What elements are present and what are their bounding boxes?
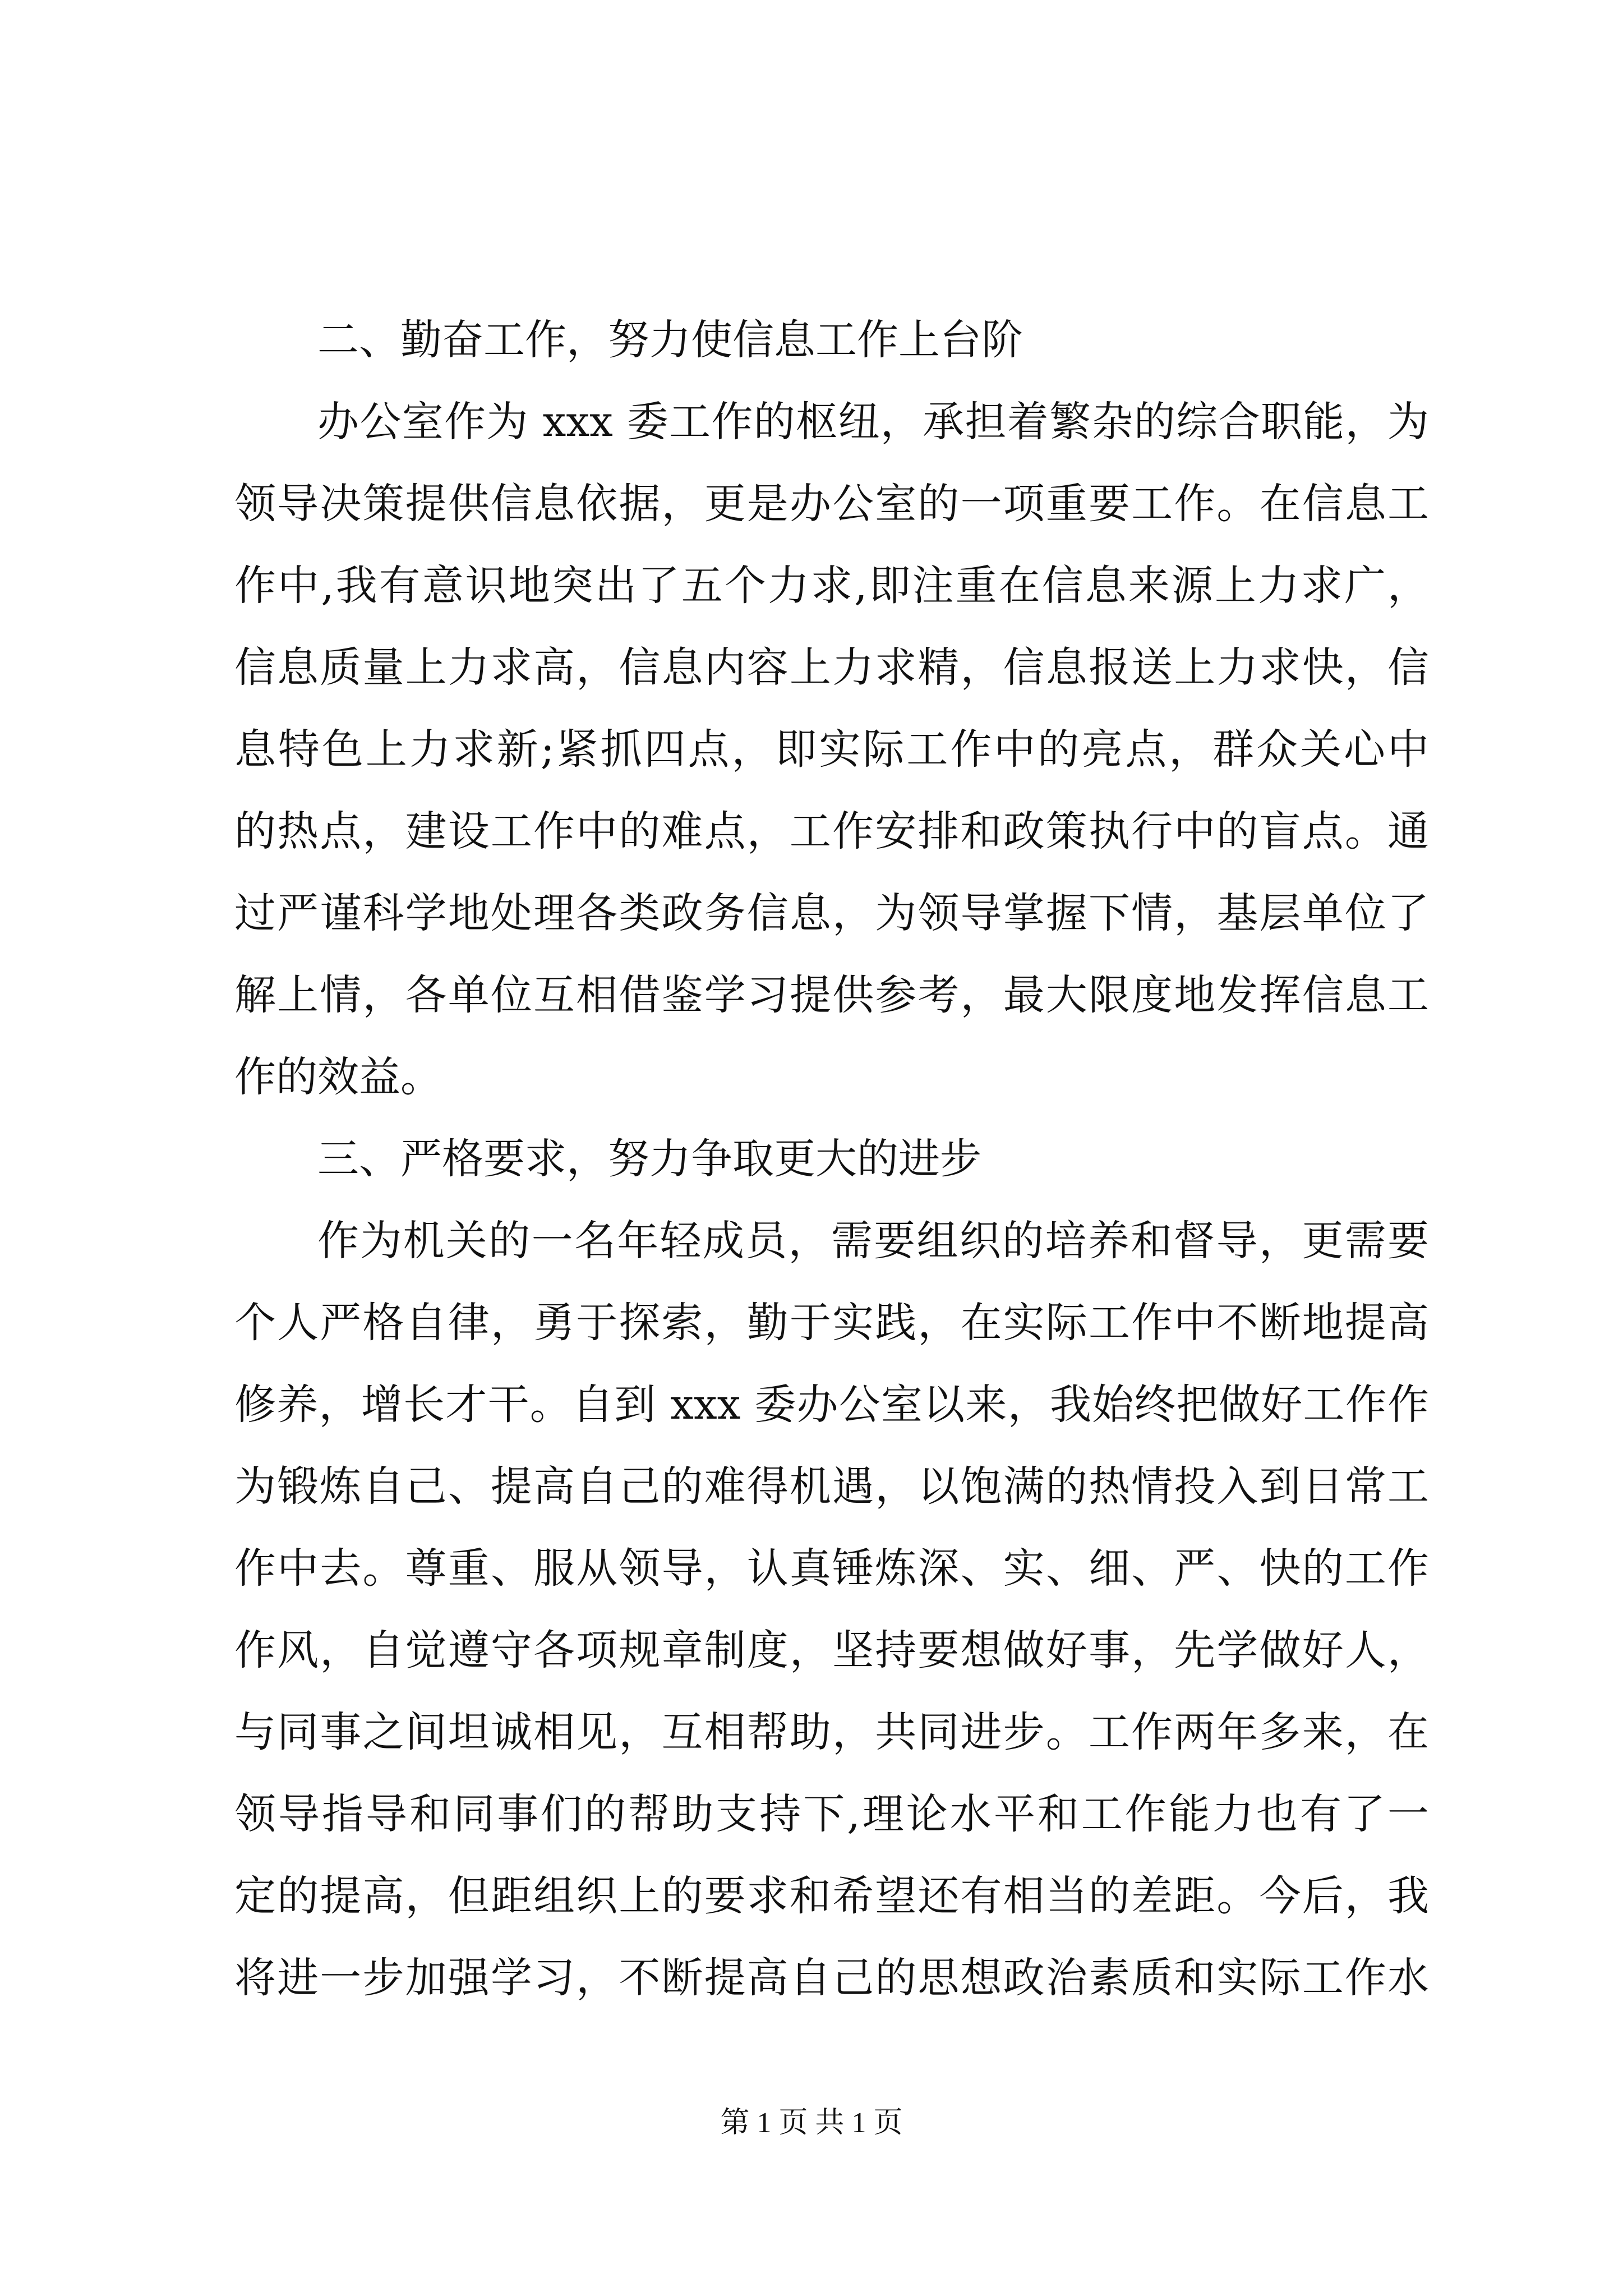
paragraph-line: 解上情，各单位互相借鉴学习提供参考，最大限度地发挥信息工: [234, 971, 1429, 1019]
paragraph-line: 作的效益。: [234, 1053, 442, 1101]
document-body: [234, 299, 1429, 2019]
paragraph-line: 信息质量上力求高，信息内容上力求精，信息报送上力求快，信: [234, 643, 1429, 692]
page-number-footer: 第 1 页 共 1 页: [720, 2107, 903, 2139]
paragraph-line: 作为机关的一名年轻成员，需要组织的培养和督导，更需要: [317, 1217, 1429, 1265]
paragraph-line: 定的提高，但距组织上的要求和希望还有相当的差距。今后，我: [234, 1872, 1429, 1920]
paragraph-line: 作中去。尊重、服从领导，认真锤炼深、实、细、严、快的工作: [234, 1544, 1429, 1593]
paragraph-line: 的热点，建设工作中的难点，工作安排和政策执行中的盲点。通: [234, 807, 1429, 855]
paragraph-line: 作风，自觉遵守各项规章制度，坚持要想做好事，先学做好人，: [234, 1626, 1429, 1674]
paragraph-line: 办公室作为 xxx 委工作的枢纽，承担着繁杂的综合职能，为: [317, 398, 1429, 446]
section-heading: 二、勤奋工作，努力使信息工作上台阶: [317, 316, 1023, 364]
paragraph-line: 领导决策提供信息依据，更是办公室的一项重要工作。在信息工: [234, 480, 1429, 528]
paragraph-line: 作中,我有意识地突出了五个力求,即注重在信息来源上力求广，: [234, 562, 1429, 610]
paragraph-line: 为锻炼自己、提高自己的难得机遇，以饱满的热情投入到日常工: [234, 1462, 1429, 1511]
paragraph-line: 息特色上力求新;紧抓四点，即实际工作中的亮点，群众关心中: [234, 725, 1429, 774]
paragraph-line: 领导指导和同事们的帮助支持下,理论水平和工作能力也有了一: [234, 1790, 1429, 1838]
paragraph-line: 修养，增长才干。自到 xxx 委办公室以来，我始终把做好工作作: [234, 1381, 1429, 1429]
paragraph-line: 与同事之间坦诚相见，互相帮助，共同进步。工作两年多来，在: [234, 1708, 1429, 1756]
paragraph-line: 将进一步加强学习，不断提高自己的思想政治素质和实际工作水: [234, 1954, 1429, 2002]
section-heading: 三、严格要求，努力争取更大的进步: [317, 1135, 981, 1183]
paragraph-line: 个人严格自律，勇于探索，勤于实践，在实际工作中不断地提高: [234, 1299, 1429, 1347]
paragraph-line: 过严谨科学地处理各类政务信息，为领导掌握下情，基层单位了: [234, 889, 1429, 937]
